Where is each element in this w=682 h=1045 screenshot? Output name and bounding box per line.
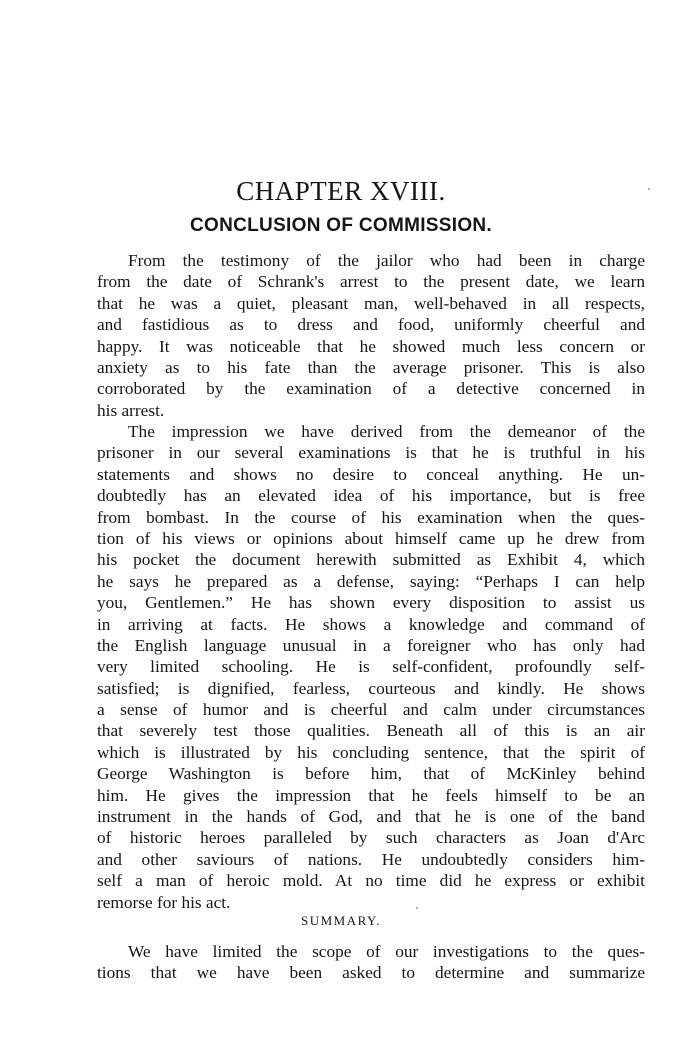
paragraph-prisoner-impression xyxy=(97,421,645,913)
paragraph-line: satisfied; is dignified, fearless, courteous and kindly. He shows xyxy=(97,678,645,698)
paragraph-line: self a man of heroic mold. At no time did he express or exhibit xyxy=(97,871,645,891)
paragraph-line: We have limited the scope of our investigations to the ques- xyxy=(128,942,645,961)
chapter-title: CHAPTER XVIII. xyxy=(236,176,446,206)
paragraph-line: tion of his views or opinions about himself came up he drew from xyxy=(97,528,645,548)
paragraph-line: corroborated by the examination of a detective concerned in xyxy=(97,379,645,399)
paragraph-line: George Washington is before him, that of McKinley behind xyxy=(97,764,645,784)
paragraph-line: and other saviours of nations. He undoubtedly considers him- xyxy=(97,849,645,869)
paragraph-line: which is illustrated by his concluding sentence, that the spirit of xyxy=(97,742,645,762)
paragraph-summary xyxy=(97,941,645,984)
paragraph-line: his arrest. xyxy=(97,400,165,420)
paragraph-line: that he was a quiet, pleasant man, well-behaved in all respects, xyxy=(97,293,645,313)
paragraph-line: a sense of humor and is cheerful and calm under circumstances xyxy=(97,700,645,720)
paragraph-line: From the testimony of the jailor who had been in charge xyxy=(128,251,645,270)
paragraph-line: in arriving at facts. He shows a knowledge and command of xyxy=(97,614,645,634)
paragraph-line: prisoner in our several examinations is that he is truthful in his xyxy=(97,443,645,463)
chapter-subtitle: CONCLUSION OF COMMISSION. xyxy=(190,215,492,236)
paragraph-line: instrument in the hands of God, and that he is one of the band xyxy=(97,807,645,827)
paragraph-line: remorse for his act. xyxy=(97,892,231,912)
paragraph-line: from bombast. In the course of his examination when the ques- xyxy=(97,507,645,527)
paragraph-line: his pocket the document herewith submitted as Exhibit 4, which xyxy=(97,550,645,570)
paragraph-line: he says he prepared as a defense, saying: “Perhaps I can help xyxy=(97,571,645,591)
paragraph-line: statements and shows no desire to conceal anything. He un- xyxy=(97,464,645,484)
paragraph-jailor-testimony xyxy=(97,250,645,421)
scan-speck xyxy=(416,907,418,909)
paragraph-line: and fastidious as to dress and food, uniformly cheerful and xyxy=(97,315,645,335)
paragraph-line: The impression we have derived from the demeanor of the xyxy=(128,422,645,441)
paragraph-line: him. He gives the impression that he feels himself to be an xyxy=(97,785,645,805)
paragraph-line: that severely test those qualities. Beneath all of this is an air xyxy=(97,721,645,741)
paragraph-line: doubtedly has an elevated idea of his importance, but is free xyxy=(97,486,645,506)
scan-speck xyxy=(648,188,650,190)
paragraph-line: from the date of Schrank's arrest to the present date, we learn xyxy=(97,272,645,292)
paragraph-line: the English language unusual in a foreigner who has only had xyxy=(97,635,645,655)
paragraph-line: you, Gentlemen.” He has shown every disposition to assist us xyxy=(97,593,645,613)
paragraph-line: tions that we have been asked to determine and summarize xyxy=(97,963,645,983)
paragraph-line: very limited schooling. He is self-confident, profoundly self- xyxy=(97,657,645,677)
summary-heading: SUMMARY. xyxy=(300,913,382,928)
paragraph-line: anxiety as to his fate than the average prisoner. This is also xyxy=(97,357,645,377)
paragraph-line: happy. It was noticeable that he showed much less concern or xyxy=(97,336,645,356)
paragraph-line: of historic heroes paralleled by such characters as Joan d'Arc xyxy=(97,828,645,848)
